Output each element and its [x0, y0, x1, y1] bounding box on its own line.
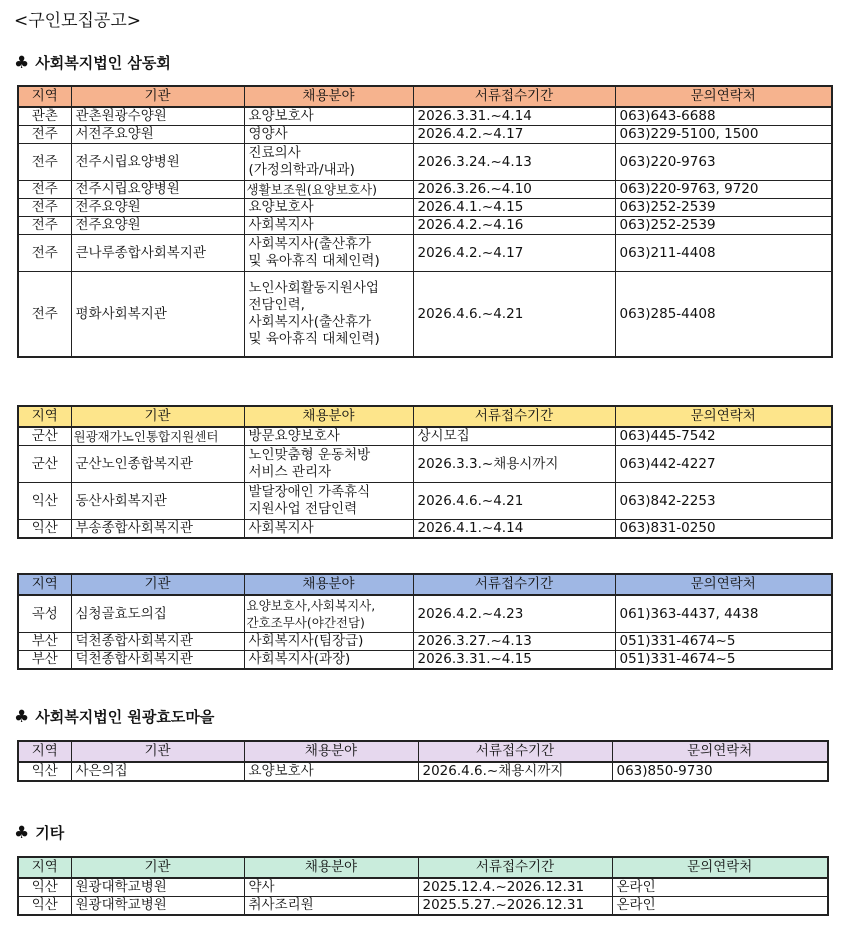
- cell-region: 익산: [18, 897, 71, 916]
- cell-period: 2025.12.4.~2026.12.31: [418, 878, 612, 897]
- cell-field: 진료의사 (가정의학과/내과): [244, 144, 413, 181]
- cell-org: 군산노인종합복지관: [71, 446, 244, 483]
- section-title: 사회복지법인 삼동회: [35, 54, 171, 72]
- table-header-row: [18, 574, 832, 595]
- section-heading-wonkwang-hyodo: [14, 706, 214, 727]
- table-row: [18, 483, 832, 520]
- cell-org: 사은의집: [71, 762, 244, 781]
- cell-region: 전주: [18, 126, 71, 144]
- cell-region: 부산: [18, 651, 71, 670]
- club-icon: ♣: [14, 823, 30, 843]
- table-row: [18, 107, 832, 126]
- header-field: 채용분야: [244, 741, 418, 762]
- cell-contact: 063)445-7542: [615, 427, 832, 446]
- cell-contact: 063)442-4227: [615, 446, 832, 483]
- cell-org: 원광대학교병원: [71, 897, 244, 916]
- cell-field: 요양보호사: [244, 199, 413, 217]
- cell-org: 평화사회복지관: [71, 272, 244, 358]
- club-icon: ♣: [14, 53, 30, 73]
- cell-region: 관촌: [18, 107, 71, 126]
- cell-region: 전주: [18, 181, 71, 199]
- table-row: [18, 878, 828, 897]
- header-contact: 문의연락처: [615, 86, 832, 107]
- cell-contact: 063)643-6688: [615, 107, 832, 126]
- cell-field: 요양보호사: [244, 107, 413, 126]
- cell-contact: 061)363-4437, 4438: [615, 595, 832, 633]
- cell-period: 2026.4.2.~4.23: [413, 595, 615, 633]
- section-heading-etc: [14, 822, 64, 843]
- header-org: 기관: [71, 857, 244, 878]
- table-row: [18, 897, 828, 916]
- header-region: 지역: [18, 857, 71, 878]
- cell-org: 서전주요양원: [71, 126, 244, 144]
- cell-period: 2026.3.27.~4.13: [413, 633, 615, 651]
- cell-field: 방문요양보호사: [244, 427, 413, 446]
- cell-region: 군산: [18, 427, 71, 446]
- cell-field: 발달장애인 가족휴식 지원사업 전담인력: [244, 483, 413, 520]
- table-row: [18, 651, 832, 670]
- cell-region: 군산: [18, 446, 71, 483]
- cell-field: 사회복지사(팀장급): [244, 633, 413, 651]
- cell-field: 사회복지사(과장): [244, 651, 413, 670]
- cell-region: 부산: [18, 633, 71, 651]
- cell-region: 익산: [18, 762, 71, 781]
- header-field: 채용분야: [244, 86, 413, 107]
- cell-period: 2026.4.1.~4.14: [413, 520, 615, 539]
- cell-contact: 063)252-2539: [615, 217, 832, 235]
- cell-region: 전주: [18, 235, 71, 272]
- cell-region: 전주: [18, 199, 71, 217]
- cell-org: 심청골효도의집: [71, 595, 244, 633]
- table-row: [18, 217, 832, 235]
- cell-field: 노인맞춤형 운동처방 서비스 관리자: [244, 446, 413, 483]
- cell-field: 요양보호사: [244, 762, 418, 781]
- table-row: [18, 126, 832, 144]
- table-row: [18, 520, 832, 539]
- cell-contact: 063)850-9730: [612, 762, 828, 781]
- cell-contact: 051)331-4674~5: [615, 651, 832, 670]
- cell-org: 전주요양원: [71, 199, 244, 217]
- header-region: 지역: [18, 574, 71, 595]
- section-heading-samdong: [14, 52, 171, 73]
- table-row: [18, 633, 832, 651]
- table-samdong-1: [17, 85, 833, 358]
- table-samdong-2: [17, 405, 833, 539]
- cell-period: 2025.5.27.~2026.12.31: [418, 897, 612, 916]
- cell-contact: 063)842-2253: [615, 483, 832, 520]
- table-header-row: [18, 86, 832, 107]
- cell-org: 덕천종합사회복지관: [71, 633, 244, 651]
- cell-field: 사회복지사: [244, 520, 413, 539]
- header-period: 서류접수기간: [413, 574, 615, 595]
- section-title: 기타: [35, 824, 65, 842]
- table-row: [18, 762, 828, 781]
- cell-region: 전주: [18, 217, 71, 235]
- cell-period: 2026.4.6.~채용시까지: [418, 762, 612, 781]
- header-region: 지역: [18, 86, 71, 107]
- cell-contact: 063)229-5100, 1500: [615, 126, 832, 144]
- cell-field: 약사: [244, 878, 418, 897]
- cell-region: 익산: [18, 520, 71, 539]
- header-region: 지역: [18, 406, 71, 427]
- cell-period: 2026.3.3.~채용시까지: [413, 446, 615, 483]
- cell-field: 요양보호사,사회복지사, 간호조무사(야간전담): [244, 595, 413, 633]
- cell-period: 2026.4.6.~4.21: [413, 272, 615, 358]
- cell-period: 2026.3.26.~4.10: [413, 181, 615, 199]
- header-org: 기관: [71, 86, 244, 107]
- header-field: 채용분야: [244, 406, 413, 427]
- header-contact: 문의연락처: [615, 406, 832, 427]
- header-period: 서류접수기간: [413, 406, 615, 427]
- cell-period: 2026.3.24.~4.13: [413, 144, 615, 181]
- table-row: [18, 446, 832, 483]
- cell-org: 전주시립요양병원: [71, 181, 244, 199]
- cell-contact: 063)252-2539: [615, 199, 832, 217]
- table-row: [18, 144, 832, 181]
- cell-period: 상시모집: [413, 427, 615, 446]
- header-org: 기관: [71, 741, 244, 762]
- cell-contact: 063)285-4408: [615, 272, 832, 358]
- cell-field: 영양사: [244, 126, 413, 144]
- cell-period: 2026.3.31.~4.15: [413, 651, 615, 670]
- header-period: 서류접수기간: [418, 741, 612, 762]
- header-contact: 문의연락처: [615, 574, 832, 595]
- table-row: [18, 595, 832, 633]
- section-title: 사회복지법인 원광효도마을: [35, 708, 215, 726]
- cell-contact: 063)220-9763: [615, 144, 832, 181]
- cell-region: 전주: [18, 144, 71, 181]
- cell-period: 2026.4.2.~4.16: [413, 217, 615, 235]
- table-row: [18, 181, 832, 199]
- table-row: [18, 199, 832, 217]
- cell-region: 익산: [18, 878, 71, 897]
- cell-field: 사회복지사(출산휴가 및 육아휴직 대체인력): [244, 235, 413, 272]
- cell-org: 큰나루종합사회복지관: [71, 235, 244, 272]
- table-header-row: [18, 857, 828, 878]
- cell-org: 동산사회복지관: [71, 483, 244, 520]
- cell-period: 2026.4.1.~4.15: [413, 199, 615, 217]
- table-header-row: [18, 406, 832, 427]
- cell-region: 전주: [18, 272, 71, 358]
- cell-org: 전주시립요양병원: [71, 144, 244, 181]
- header-contact: 문의연락처: [612, 741, 828, 762]
- header-contact: 문의연락처: [612, 857, 828, 878]
- table-row: [18, 235, 832, 272]
- page-title: <구인모집공고>: [14, 11, 142, 31]
- table-wonkwang-hyodo: [17, 740, 829, 782]
- cell-contact: 온라인: [612, 897, 828, 916]
- cell-org: 덕천종합사회복지관: [71, 651, 244, 670]
- cell-org: 부송종합사회복지관: [71, 520, 244, 539]
- table-row: [18, 427, 832, 446]
- cell-contact: 051)331-4674~5: [615, 633, 832, 651]
- cell-period: 2026.4.6.~4.21: [413, 483, 615, 520]
- cell-field: 사회복지사: [244, 217, 413, 235]
- table-row: [18, 272, 832, 358]
- cell-org: 원광대학교병원: [71, 878, 244, 897]
- table-header-row: [18, 741, 828, 762]
- cell-org: 전주요양원: [71, 217, 244, 235]
- cell-org: 원광재가노인통합지원센터: [71, 427, 244, 446]
- club-icon: ♣: [14, 707, 30, 727]
- cell-field: 취사조리원: [244, 897, 418, 916]
- cell-org: 관촌원광수양원: [71, 107, 244, 126]
- cell-period: 2026.3.31.~4.14: [413, 107, 615, 126]
- header-period: 서류접수기간: [413, 86, 615, 107]
- cell-contact: 온라인: [612, 878, 828, 897]
- cell-contact: 063)220-9763, 9720: [615, 181, 832, 199]
- cell-period: 2026.4.2.~4.17: [413, 235, 615, 272]
- cell-region: 익산: [18, 483, 71, 520]
- cell-region: 곡성: [18, 595, 71, 633]
- cell-field: 노인사회활동지원사업 전담인력, 사회복지사(출산휴가 및 육아휴직 대체인력): [244, 272, 413, 358]
- header-org: 기관: [71, 406, 244, 427]
- cell-contact: 063)831-0250: [615, 520, 832, 539]
- table-etc: [17, 856, 829, 916]
- header-field: 채용분야: [244, 857, 418, 878]
- cell-contact: 063)211-4408: [615, 235, 832, 272]
- header-period: 서류접수기간: [418, 857, 612, 878]
- header-org: 기관: [71, 574, 244, 595]
- header-region: 지역: [18, 741, 71, 762]
- cell-field: 생활보조원(요양보호사): [244, 181, 413, 199]
- cell-period: 2026.4.2.~4.17: [413, 126, 615, 144]
- header-field: 채용분야: [244, 574, 413, 595]
- table-samdong-3: [17, 573, 833, 670]
